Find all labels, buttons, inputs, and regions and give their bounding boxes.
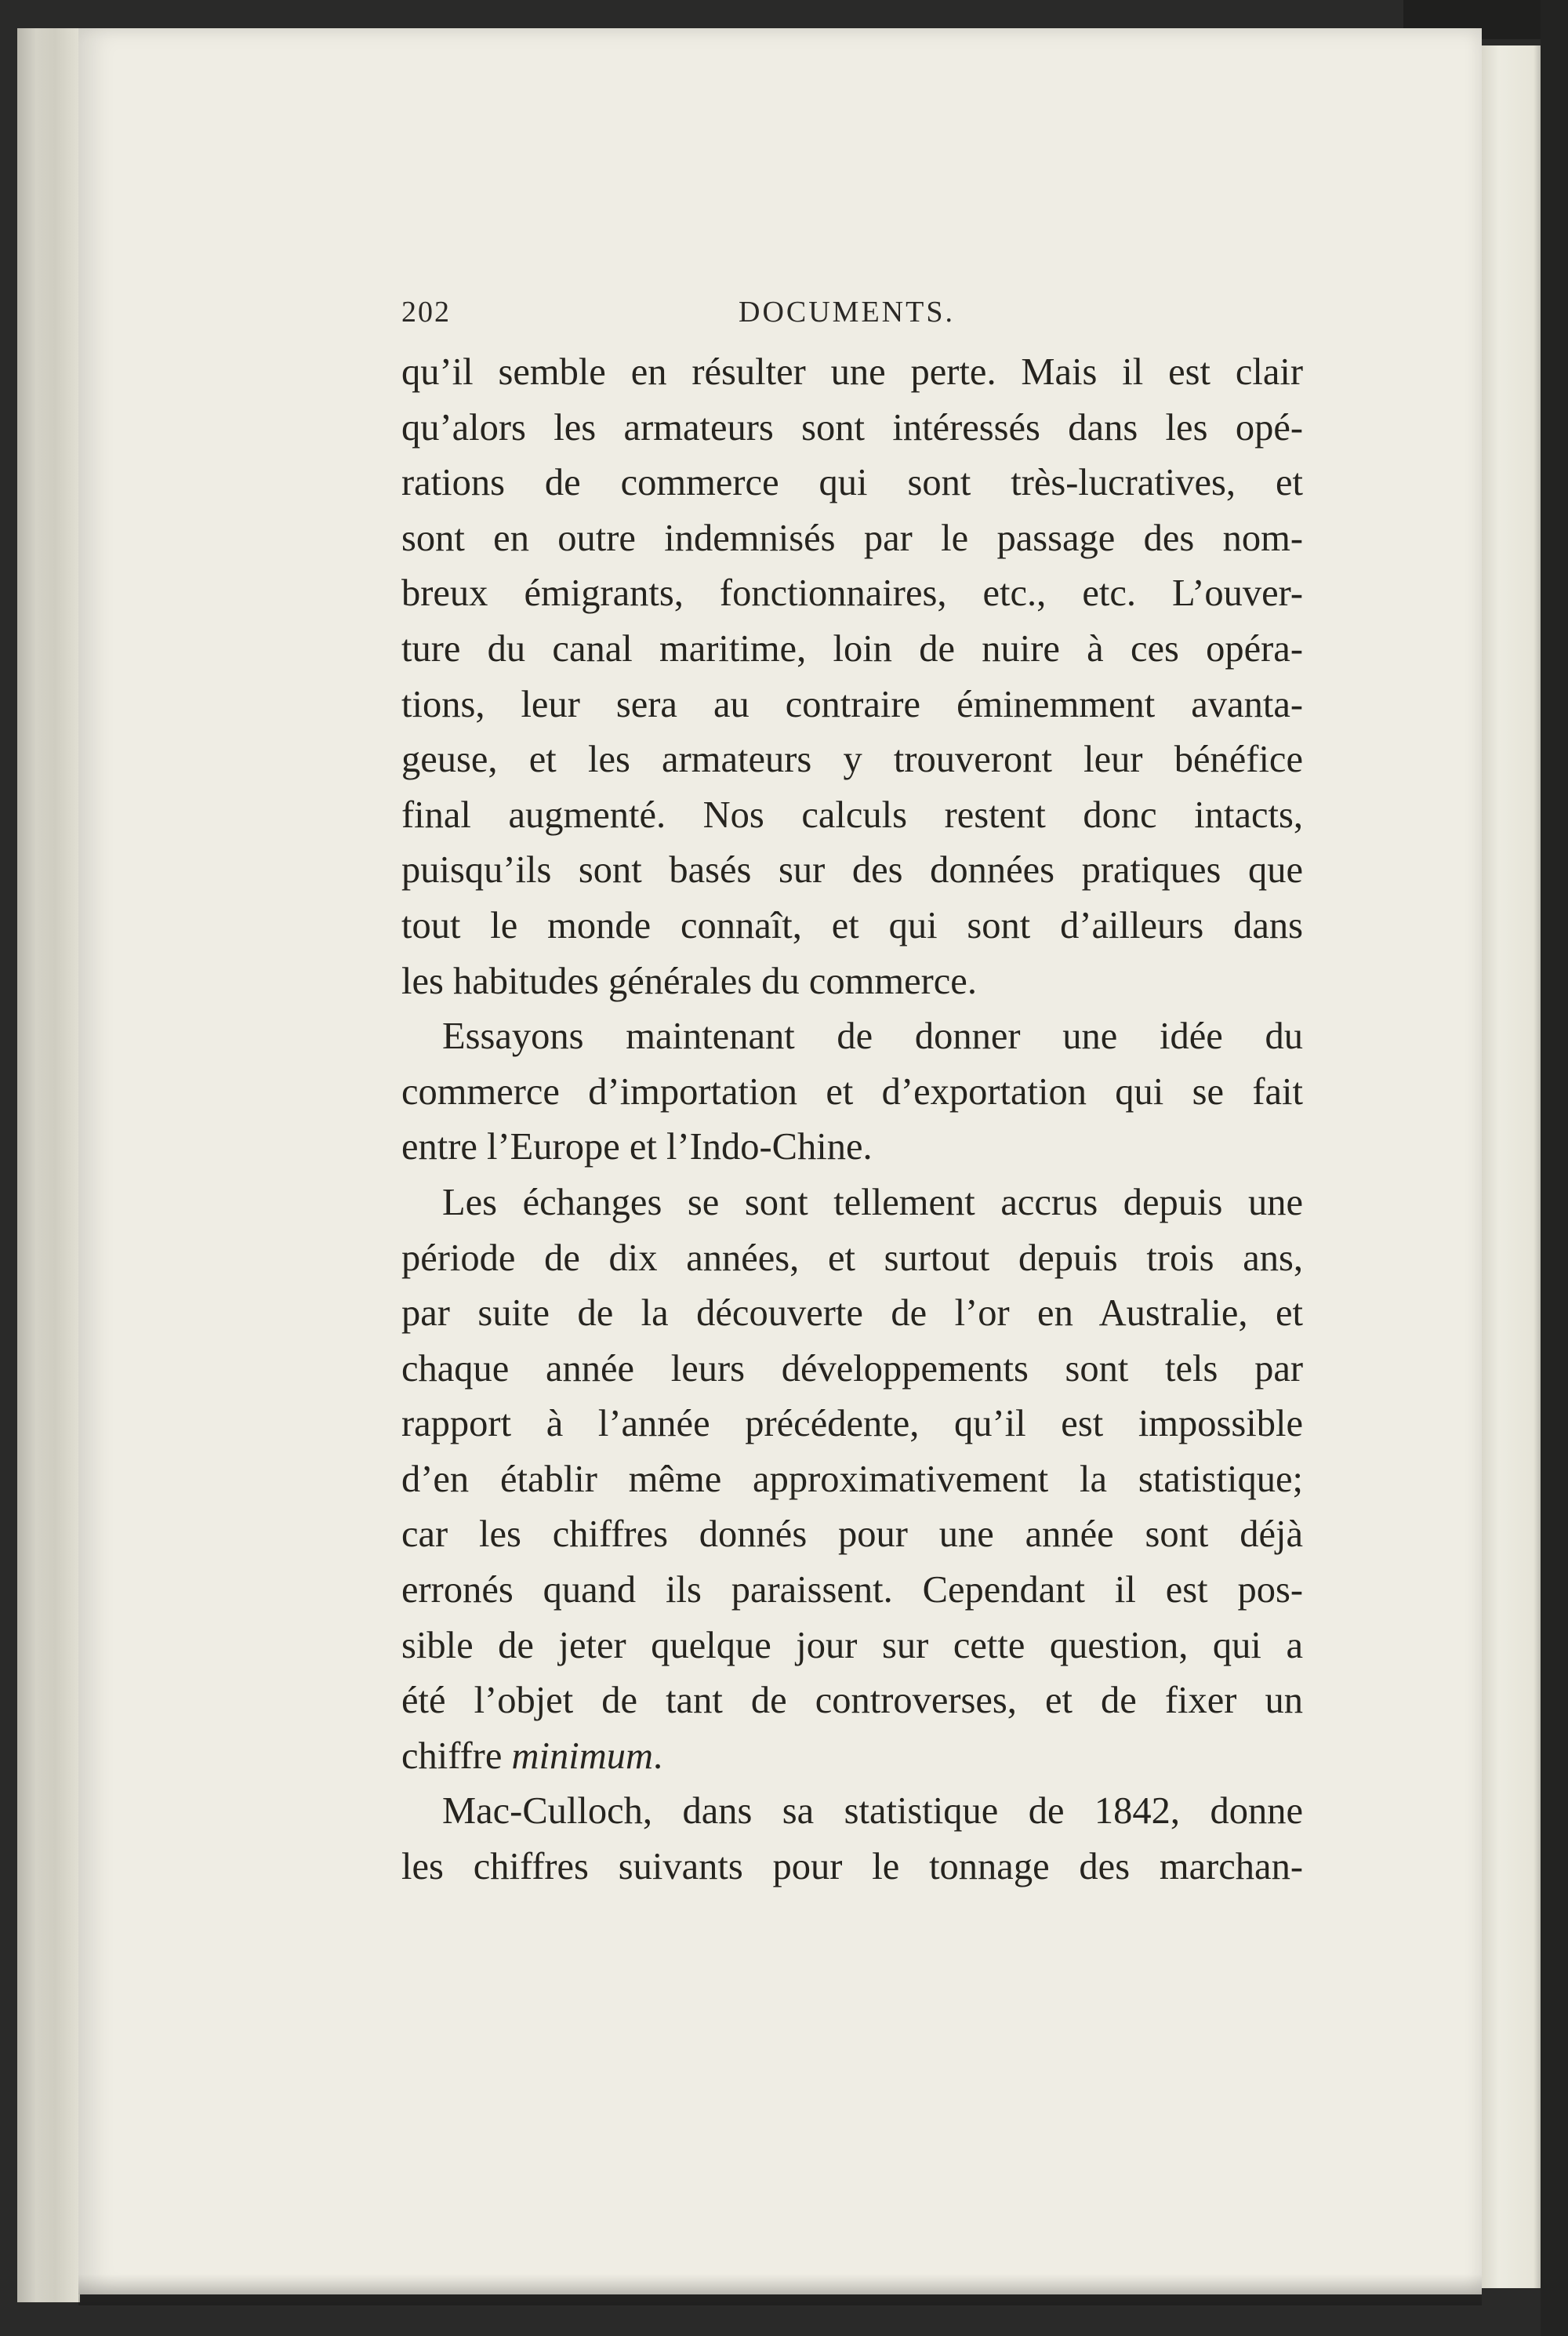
page-number: 202: [401, 296, 451, 329]
page-bottom-shadow: [78, 2274, 1482, 2305]
text-line: ture du canal maritime, loin de nuire à ces opéra-: [401, 627, 1303, 670]
text-line: final augmenté. Nos calculs restent donc intacts,: [401, 794, 1303, 836]
text-line: breux émigrants, fonctionnaires, etc., etc. L’ouver-: [401, 572, 1303, 615]
text-line: qu’il semble en résulter une perte. Mais il est clair: [401, 351, 1303, 393]
text-line: chaque année leurs développements sont tels par: [401, 1347, 1303, 1390]
text-line: par suite de la découverte de l’or en Australie, et: [401, 1292, 1303, 1335]
text-line: rations de commerce qui sont très-lucratives, et: [401, 462, 1303, 504]
text-line: car les chiffres donnés pour une année sont déjà: [401, 1513, 1303, 1556]
text-line: sont en outre indemnisés par le passage des nom-: [401, 517, 1303, 559]
text-line: sible de jeter quelque jour sur cette question, qui a: [401, 1624, 1303, 1666]
running-title: DOCUMENTS.: [739, 296, 955, 329]
text-line: commerce d’importation et d’exportation qui se fait: [401, 1070, 1303, 1113]
text-line-final: [401, 1729, 1303, 1785]
text-fragment: .: [653, 1735, 663, 1777]
text-line: geuse, et les armateurs y trouveront leur bénéfice: [401, 739, 1303, 781]
text-line: tout le monde connaît, et qui sont d’ailleurs dans: [401, 904, 1303, 946]
text-line: puisqu’ils sont basés sur des données pratiques que: [401, 849, 1303, 892]
text-line: Les échanges se sont tellement accrus depuis une: [442, 1181, 1303, 1223]
text-line: les chiffres suivants pour le tonnage des marchan-: [401, 1846, 1303, 1888]
text-line: d’en établir même approximativement la statistique;: [401, 1458, 1303, 1500]
text-fragment: chiffre: [401, 1735, 512, 1777]
text-line: été l’objet de tant de controverses, et de fixer un: [401, 1680, 1303, 1722]
text-line: Mac-Culloch, dans sa statistique de 1842, donne: [442, 1790, 1303, 1833]
text-line: erronés quand ils paraissent. Cependant il est pos-: [401, 1569, 1303, 1611]
text-line: tions, leur sera au contraire éminemment avanta-: [401, 683, 1303, 725]
text-line: les habitudes générales du commerce.: [401, 960, 977, 1002]
page-stack-left: [17, 28, 80, 2302]
text-line: rapport à l’année précédente, qu’il est impossible: [401, 1403, 1303, 1445]
italic-word: minimum: [511, 1735, 654, 1777]
book-cover-edge-right: [1541, 0, 1568, 2336]
page-header: [401, 295, 1303, 339]
body-text: [401, 345, 1303, 1895]
text-line: Essayons maintenant de donner une idée du: [442, 1015, 1303, 1058]
text-line: entre l’Europe et l’Indo-Chine.: [401, 1126, 873, 1168]
text-line: période de dix années, et surtout depuis trois ans,: [401, 1237, 1303, 1279]
text-line: qu’alors les armateurs sont intéressés dans les opé-: [401, 406, 1303, 449]
